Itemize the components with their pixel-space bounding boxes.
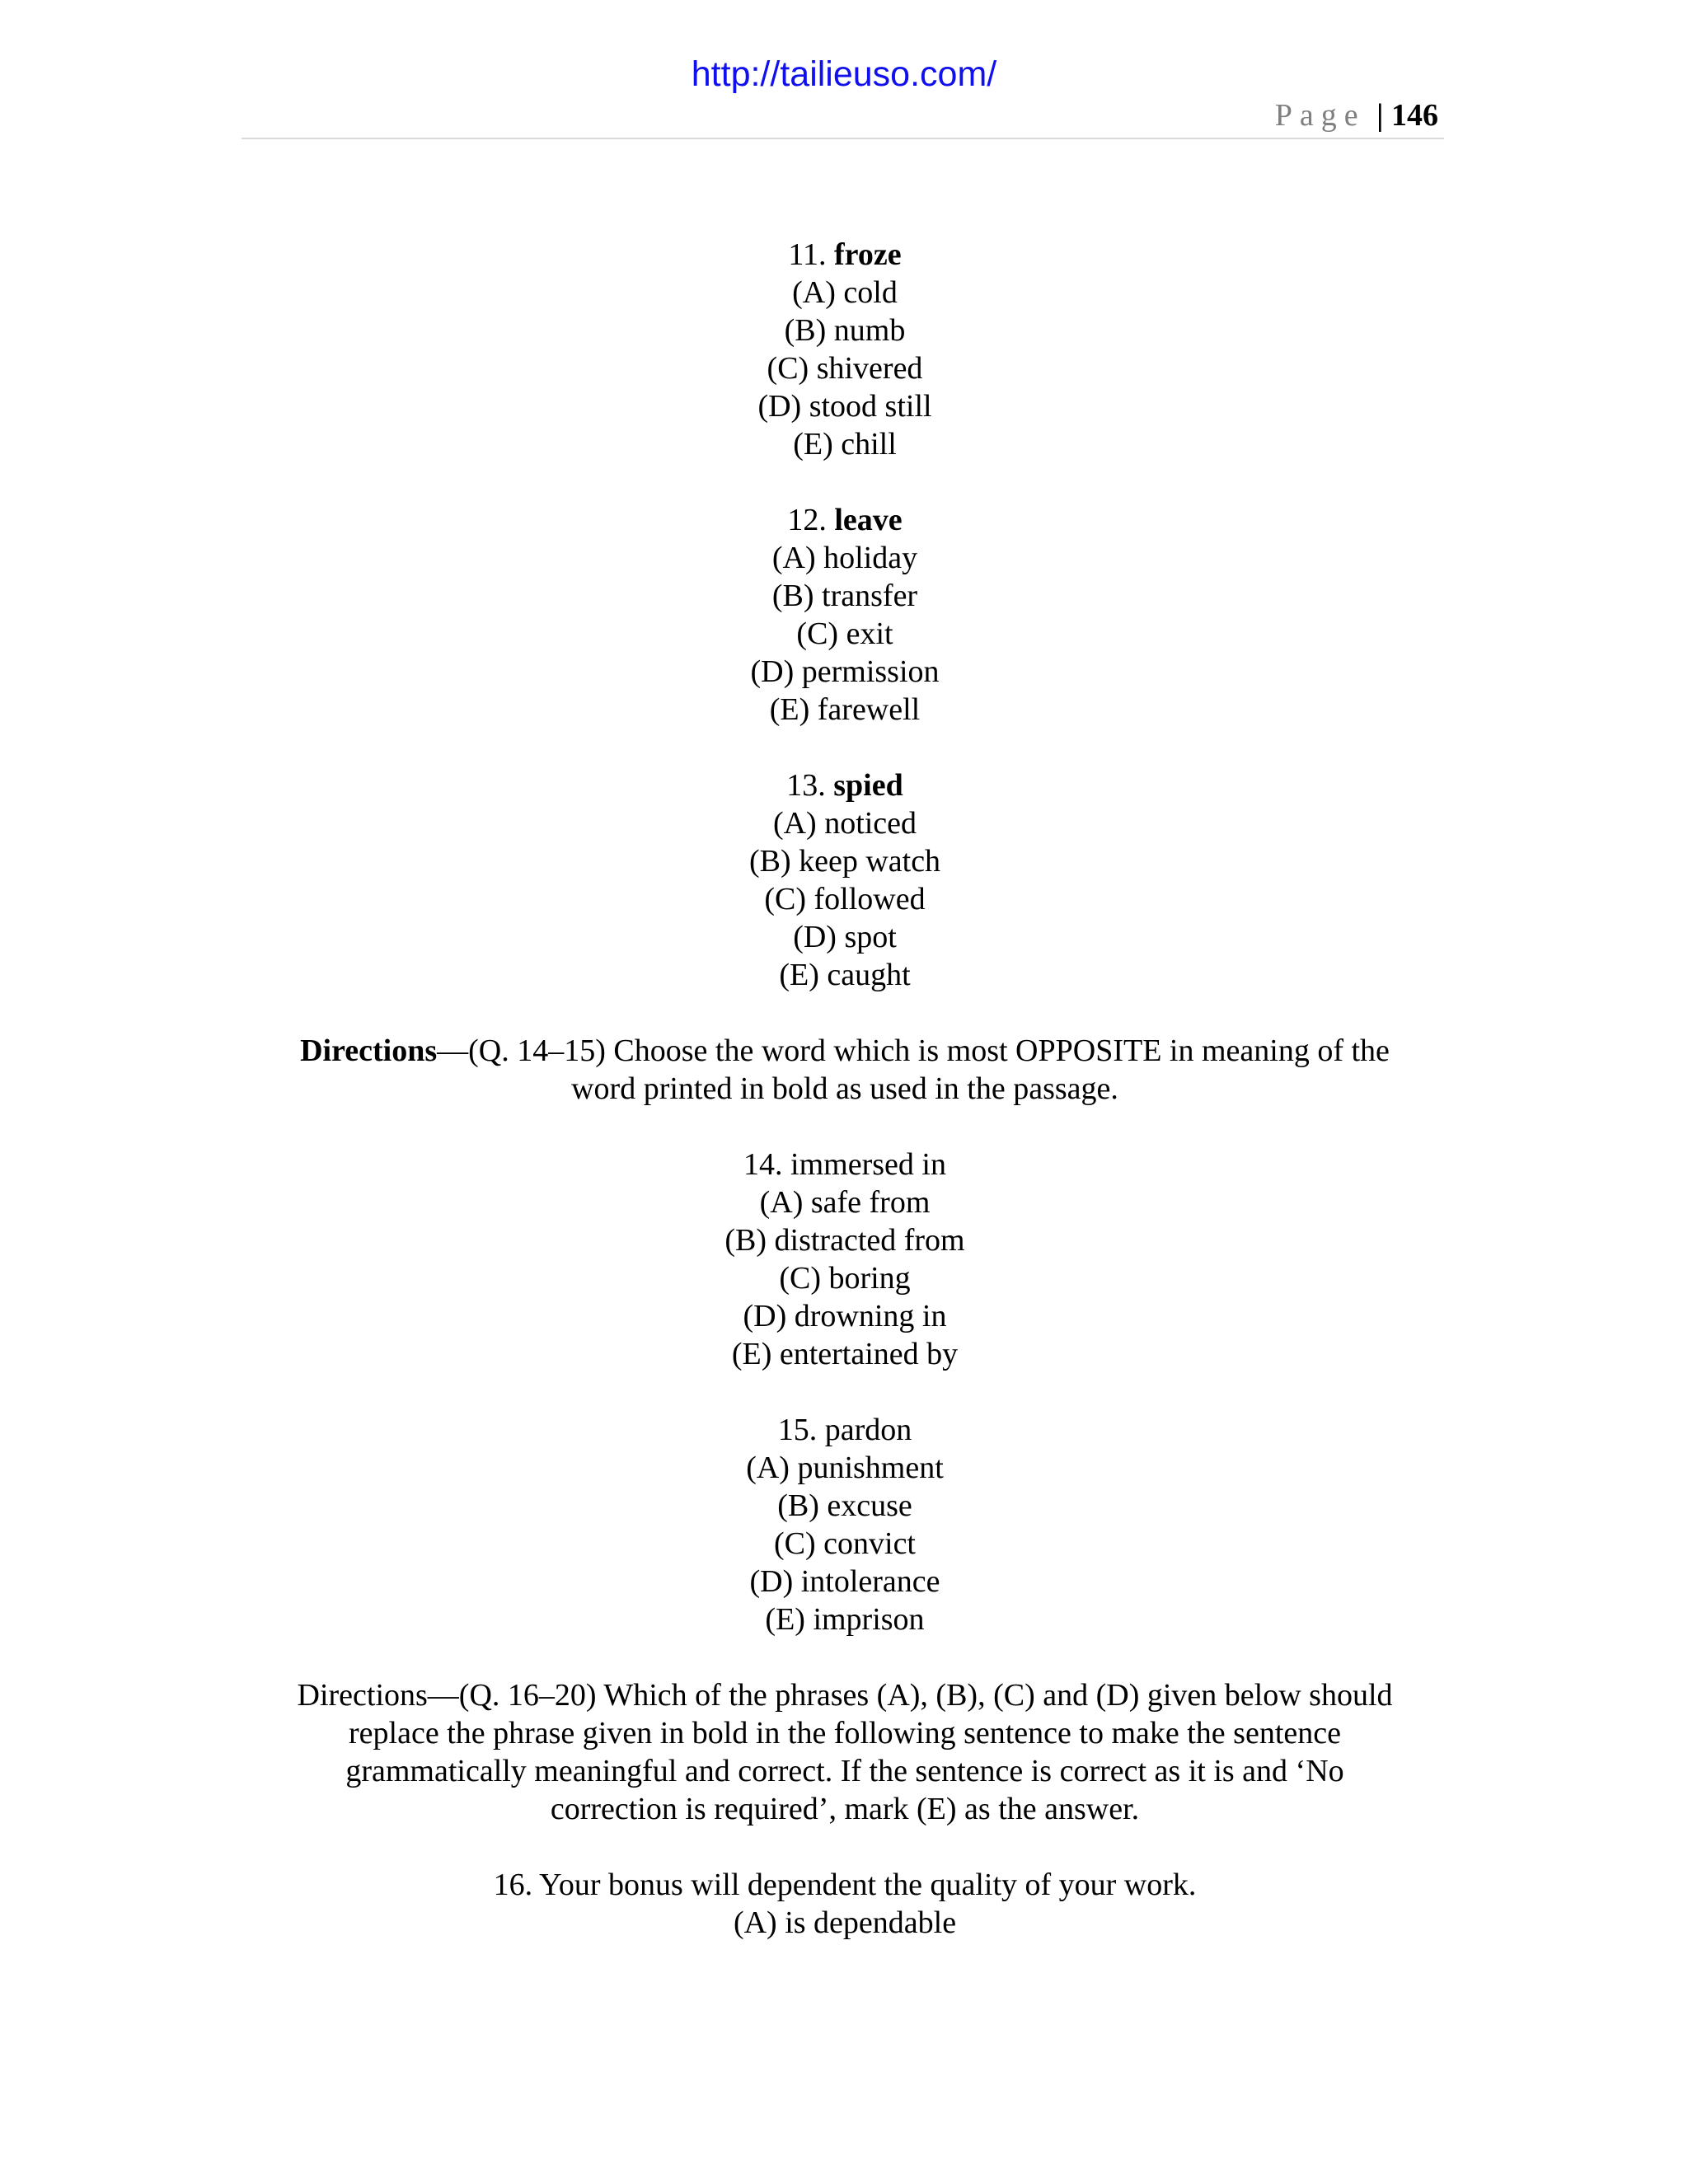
page-content	[247, 236, 1442, 1980]
question-14	[247, 1146, 1442, 1373]
option-b: (B) distracted from	[724, 1223, 965, 1258]
option-a: (A) cold	[792, 275, 898, 310]
option-b: (B) numb	[784, 313, 906, 348]
question-title	[247, 236, 1442, 274]
directions-line: word printed in bold as used in the passage.	[571, 1071, 1118, 1106]
page-indicator	[1275, 97, 1438, 134]
option-d: (D) drowning in	[743, 1299, 947, 1333]
question-number: 11.	[788, 237, 827, 272]
question-title: 14. immersed in	[743, 1147, 946, 1182]
option-b: (B) excuse	[777, 1488, 912, 1523]
option-d: (D) permission	[750, 654, 940, 689]
page-label: Page	[1274, 98, 1366, 133]
page-separator: |	[1376, 98, 1384, 133]
option-a: (A) is dependable	[733, 1905, 957, 1940]
page-number: 146	[1391, 98, 1438, 133]
question-16	[247, 1866, 1442, 1942]
directions-antonyms	[247, 1032, 1442, 1108]
directions-text: —(Q. 14–15) Choose the word which is most OPPOSITE in meaning of the	[437, 1033, 1390, 1068]
option-e: (E) farewell	[769, 692, 921, 727]
directions-line	[247, 1032, 1442, 1070]
option-a: (A) punishment	[746, 1451, 944, 1485]
option-c: (C) convict	[773, 1526, 916, 1561]
option-b: (B) transfer	[771, 579, 918, 613]
option-c: (C) exit	[796, 616, 893, 651]
option-e: (E) chill	[793, 427, 897, 462]
option-e: (E) entertained by	[731, 1337, 959, 1371]
question-word: leave	[834, 503, 903, 537]
option-d: (D) intolerance	[749, 1564, 940, 1599]
directions-line: replace the phrase given in bold in the following sentence to make the sentence	[349, 1716, 1341, 1750]
question-12	[247, 501, 1442, 729]
directions-line: grammatically meaningful and correct. If the sentence is correct as it is and ‘No	[345, 1754, 1344, 1788]
directions-phrase-replacement	[247, 1676, 1442, 1828]
option-d: (D) spot	[793, 920, 897, 954]
question-title: 15. pardon	[777, 1413, 912, 1447]
header-divider	[241, 138, 1444, 139]
directions-line: Directions—(Q. 16–20) Which of the phrases (A), (B), (C) and (D) given below should	[297, 1678, 1393, 1713]
option-c: (C) followed	[764, 882, 926, 916]
option-b: (B) keep watch	[748, 844, 941, 879]
question-title	[247, 766, 1442, 804]
question-15	[247, 1411, 1442, 1638]
option-a: (A) noticed	[772, 806, 917, 841]
option-e: (E) caught	[779, 958, 911, 992]
question-13	[247, 766, 1442, 994]
question-number: 12.	[787, 503, 827, 537]
directions-line: correction is required’, mark (E) as the answer.	[550, 1792, 1140, 1826]
question-word: spied	[833, 768, 903, 803]
directions-label: Directions	[300, 1033, 438, 1068]
option-a: (A) safe from	[759, 1185, 931, 1220]
option-d: (D) stood still	[757, 389, 932, 424]
question-number: 13.	[786, 768, 826, 803]
option-e: (E) imprison	[765, 1602, 925, 1637]
option-c: (C) boring	[779, 1261, 911, 1296]
question-11	[247, 236, 1442, 463]
question-title: 16. Your bonus will dependent the quality of your work.	[493, 1868, 1197, 1902]
option-a: (A) holiday	[771, 541, 918, 575]
option-c: (C) shivered	[767, 351, 923, 386]
header-url-link[interactable]: http://tailieuso.com/	[691, 54, 997, 94]
question-word: froze	[834, 237, 902, 272]
question-title	[247, 501, 1442, 539]
